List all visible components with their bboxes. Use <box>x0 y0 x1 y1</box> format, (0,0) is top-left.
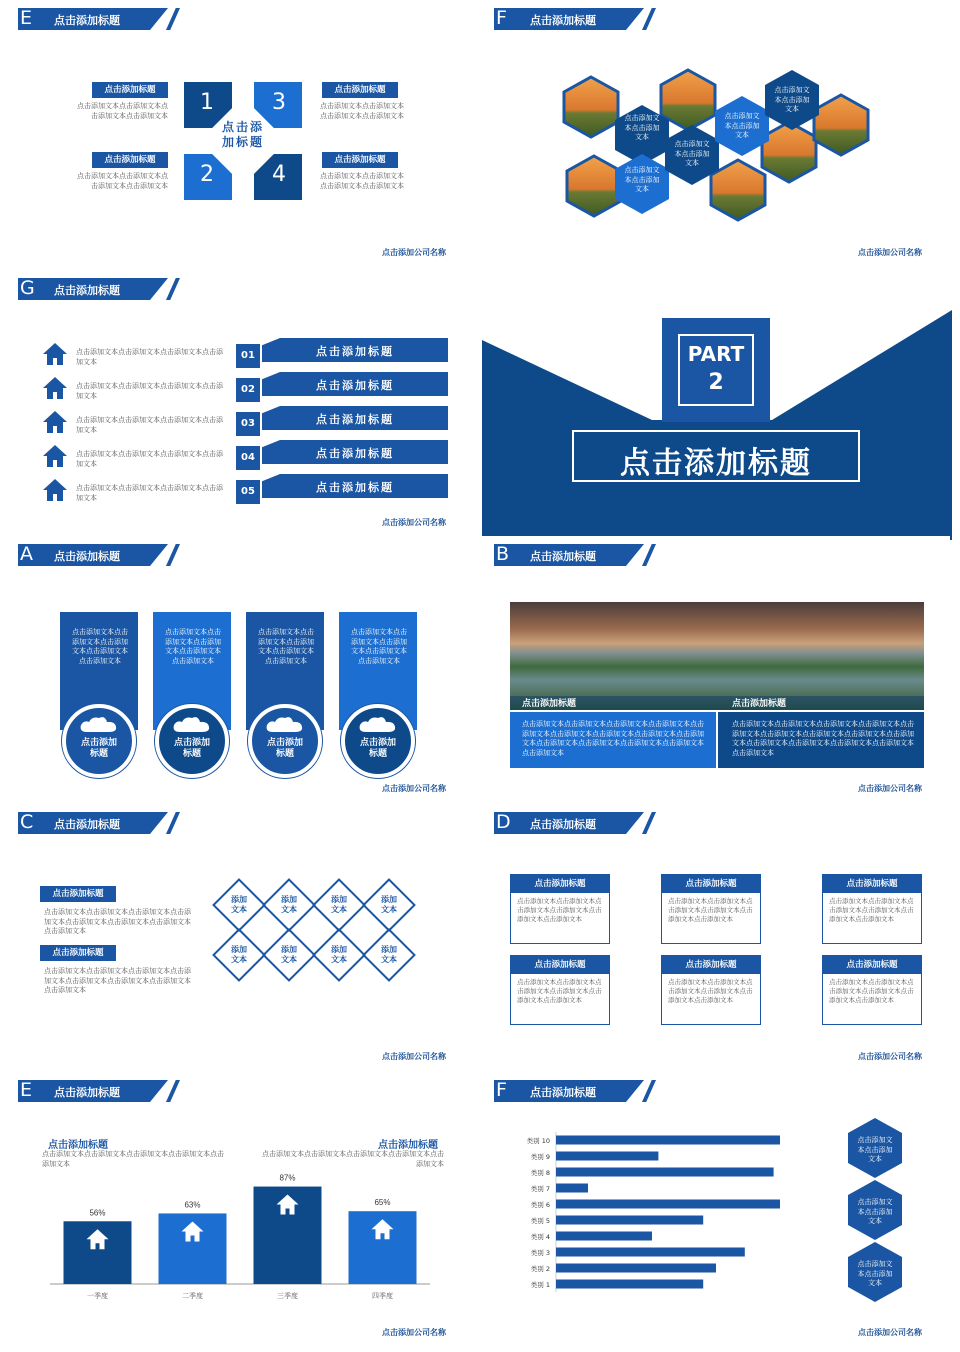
company-name: 点击添加公司名称 <box>382 1052 446 1061</box>
bar <box>556 1136 780 1145</box>
home-icon <box>42 478 68 502</box>
card-title: 点击添加标题 <box>511 956 609 974</box>
section-letter: A <box>20 543 33 565</box>
company-name: 点击添加公司名称 <box>858 784 922 793</box>
company-name: 点击添加公司名称 <box>382 248 446 257</box>
slide-title: 点击添加标题 <box>54 818 120 831</box>
diamond-text: 添加文本 <box>281 945 297 964</box>
item-text: 点击添加文本点击添加文本点击添加文本点击添加文本 <box>77 102 168 120</box>
bar <box>556 1280 703 1289</box>
category-label: 一季度 <box>87 1292 108 1300</box>
left-title: 点击添加标题 <box>48 1140 108 1151</box>
slide-title: 点击添加标题 <box>54 1086 120 1099</box>
slide-header <box>494 1080 654 1102</box>
category-label: 类别 9 <box>530 1153 550 1161</box>
cloud-icon <box>265 716 305 736</box>
col-text: 点击添加文本点击添加文本点击添加文本点击添加文本点击添加文本 <box>165 628 221 665</box>
diamond-grid <box>210 878 440 994</box>
col-circle-label: 点击添加标题 <box>266 738 303 759</box>
side-hex-text: 点击添加文本点击添加文本 <box>857 1260 893 1287</box>
list-row <box>40 440 450 470</box>
card-text: 点击添加文本点击添加文本点击添加文本点击添加文本点击添加文本点击添加文本 <box>668 897 753 923</box>
item-label: 点击添加标题 <box>40 945 116 961</box>
column-card <box>60 612 138 770</box>
slide-e-barchart <box>0 1072 474 1344</box>
hex-text: 点击添加文本点击添加文本 <box>624 166 660 193</box>
bar <box>556 1264 716 1273</box>
list-row <box>40 474 450 504</box>
data-label: 87% <box>279 1173 296 1183</box>
row-title: 点击添加标题 <box>316 345 394 358</box>
item-text: 点击添加文本点击添加文本点击添加文本点击添加文本 <box>77 172 168 190</box>
card-text: 点击添加文本点击添加文本点击添加文本点击添加文本点击添加文本点击添加文本 <box>517 897 602 923</box>
slide-header <box>18 544 178 566</box>
slide-title: 点击添加标题 <box>530 1086 596 1099</box>
company-name: 点击添加公司名称 <box>382 784 446 793</box>
card-title: 点击添加标题 <box>823 875 921 893</box>
diamond-text: 添加文本 <box>381 945 397 964</box>
row-text: 点击添加文本点击添加文本点击添加文本点击添加文本 <box>76 416 223 434</box>
home-icon <box>42 342 68 366</box>
card <box>661 955 761 1025</box>
row-title: 点击添加标题 <box>316 413 394 426</box>
cloud-icon <box>79 716 119 736</box>
row-text: 点击添加文本点击添加文本点击添加文本点击添加文本 <box>76 450 223 468</box>
category-label: 类别 10 <box>526 1137 550 1145</box>
grid-num: 3 <box>272 90 286 115</box>
item-label: 点击添加标题 <box>92 82 168 98</box>
data-label: 63% <box>184 1200 201 1210</box>
row-text: 点击添加文本点击添加文本点击添加文本点击添加文本 <box>76 484 223 502</box>
company-name: 点击添加公司名称 <box>858 1328 922 1337</box>
landscape-photo <box>510 602 924 710</box>
cloud-icon <box>172 716 212 736</box>
col-circle-label: 点击添加标题 <box>359 738 396 759</box>
category-label: 类别 3 <box>530 1249 550 1257</box>
column-card <box>339 612 417 770</box>
category-label: 类别 4 <box>530 1233 550 1241</box>
panel-text: 点击添加文本点击添加文本点击添加文本点击添加文本点击添加文本点击添加文本点击添加文本点击添加文本点击添加文本点击添加文本点击添加文本点击添加文本点击添加文本点击添加文本 <box>732 720 914 757</box>
row-num: 05 <box>241 486 255 497</box>
part-label: PART <box>687 342 745 366</box>
col-text: 点击添加文本点击添加文本点击添加文本点击添加文本点击添加文本 <box>351 628 407 665</box>
bar <box>556 1184 588 1193</box>
photo-hex <box>814 95 868 155</box>
col-circle-label: 点击添加标题 <box>80 738 117 759</box>
card <box>822 955 922 1025</box>
slide-title: 点击添加标题 <box>530 14 596 27</box>
bar <box>556 1152 658 1161</box>
company-name: 点击添加公司名称 <box>382 1328 446 1337</box>
slide-title: 点击添加标题 <box>530 550 596 563</box>
row-text: 点击添加文本点击添加文本点击添加文本点击添加文本 <box>76 348 223 366</box>
bar <box>556 1200 780 1209</box>
slide-f-hbarchart <box>476 1072 950 1344</box>
bar <box>556 1248 745 1257</box>
category-label: 三季度 <box>277 1292 298 1300</box>
item-label: 点击添加标题 <box>322 152 398 168</box>
row-title: 点击添加标题 <box>316 379 394 392</box>
card-title: 点击添加标题 <box>662 875 760 893</box>
panel-text: 点击添加文本点击添加文本点击添加文本点击添加文本点击添加文本点击添加文本点击添加文本点击添加文本点击添加文本点击添加文本点击添加文本点击添加文本点击添加文本点击添加文本 <box>522 720 704 757</box>
photo-caption: 点击添加标题 <box>732 699 787 709</box>
diamond-text: 添加文本 <box>331 895 347 914</box>
company-name: 点击添加公司名称 <box>382 518 446 527</box>
diamond-text: 添加文本 <box>281 895 297 914</box>
col-circle-label: 点击添加标题 <box>173 738 210 759</box>
left-text: 点击添加文本点击添加文本点击添加文本点击添加文本点击添加文本 <box>42 1150 224 1168</box>
card-text: 点击添加文本点击添加文本点击添加文本点击添加文本点击添加文本点击添加文本 <box>829 897 914 923</box>
category-label: 类别 5 <box>530 1217 550 1225</box>
row-num: 01 <box>241 350 255 361</box>
item-label: 点击添加标题 <box>40 886 116 902</box>
item-text: 点击添加文本点击添加文本点击添加文本点击添加文本 <box>320 102 404 120</box>
slide-header <box>494 8 654 30</box>
slide-a-columns <box>0 536 474 800</box>
category-label: 类别 8 <box>530 1169 550 1177</box>
item-label: 点击添加标题 <box>92 152 168 168</box>
diamond-text: 添加文本 <box>231 895 247 914</box>
home-icon <box>42 444 68 468</box>
list-row <box>40 372 450 402</box>
hex-text: 点击添加文本点击添加文本 <box>724 112 760 139</box>
category-label: 类别 6 <box>530 1201 550 1209</box>
part-number: 2 <box>708 370 724 395</box>
slide-f-hexagons <box>476 0 950 264</box>
card-text: 点击添加文本点击添加文本点击添加文本点击添加文本点击添加文本点击添加文本 <box>517 978 602 1004</box>
right-text: 点击添加文本点击添加文本点击添加文本点击添加文本点击添加文本 <box>262 1150 444 1168</box>
card-text: 点击添加文本点击添加文本点击添加文本点击添加文本点击添加文本点击添加文本 <box>668 978 753 1004</box>
slide-d-cards <box>476 804 950 1068</box>
slide-title: 点击添加标题 <box>54 550 120 563</box>
card <box>510 874 610 944</box>
section-letter: C <box>20 811 34 833</box>
section-letter: E <box>20 1079 33 1101</box>
slide-e-grid <box>0 0 474 264</box>
section-letter: B <box>496 543 510 565</box>
category-hbar-chart <box>506 1130 816 1298</box>
section-letter: D <box>496 811 511 833</box>
col-text: 点击添加文本点击添加文本点击添加文本点击添加文本点击添加文本 <box>258 628 314 665</box>
bar <box>556 1216 703 1225</box>
slide-c-diamonds <box>0 804 474 1068</box>
item-text: 点击添加文本点击添加文本点击添加文本点击添加文本点击添加文本点击添加文本点击添加文本点击添加文本 <box>44 967 191 994</box>
slide-part-2 <box>482 270 952 540</box>
slide-title: 点击添加标题 <box>54 14 120 27</box>
card-title: 点击添加标题 <box>511 875 609 893</box>
item-label: 点击添加标题 <box>322 82 398 98</box>
row-num: 02 <box>241 384 255 395</box>
photo-hex <box>762 122 816 182</box>
data-label: 56% <box>89 1208 106 1218</box>
hex-text: 点击添加文本点击添加文本 <box>624 114 660 141</box>
photo-hex <box>564 77 618 137</box>
card <box>822 874 922 944</box>
diamond-text: 添加文本 <box>381 895 397 914</box>
row-num: 04 <box>241 452 255 463</box>
column-card <box>246 612 324 770</box>
diamond-text: 添加文本 <box>231 945 247 964</box>
photo-hex <box>711 160 765 220</box>
center-title: 点击添加标题 <box>221 120 264 149</box>
card-title: 点击添加标题 <box>823 956 921 974</box>
side-hex-text: 点击添加文本点击添加文本 <box>857 1136 893 1163</box>
bar <box>556 1232 652 1241</box>
card <box>661 874 761 944</box>
column-card <box>153 612 231 770</box>
slide-g-list <box>0 270 474 534</box>
category-label: 四季度 <box>372 1292 393 1300</box>
grid-num: 1 <box>200 90 214 115</box>
section-letter: F <box>496 1079 507 1101</box>
slide-header <box>18 8 178 30</box>
category-label: 类别 7 <box>530 1185 550 1193</box>
slide-header <box>494 544 654 566</box>
side-hex-text: 点击添加文本点击添加文本 <box>857 1198 893 1225</box>
part-title: 点击添加标题 <box>620 446 812 481</box>
item-text: 点击添加文本点击添加文本点击添加文本点击添加文本 <box>320 172 404 190</box>
slide-header <box>18 812 178 834</box>
hex-text: 点击添加文本点击添加文本 <box>774 86 810 113</box>
category-label: 类别 2 <box>530 1265 550 1273</box>
home-icon <box>42 410 68 434</box>
section-letter: G <box>20 277 35 299</box>
card <box>510 955 610 1025</box>
photo-hex <box>567 156 621 216</box>
slide-title: 点击添加标题 <box>54 284 120 297</box>
card-title: 点击添加标题 <box>662 956 760 974</box>
hexagon-cluster <box>476 40 950 260</box>
row-num: 03 <box>241 418 255 429</box>
quarterly-bar-chart <box>40 1172 440 1322</box>
photo-hex <box>661 70 715 130</box>
col-text: 点击添加文本点击添加文本点击添加文本点击添加文本点击添加文本 <box>72 628 128 665</box>
slide-header <box>18 278 178 300</box>
hex-text: 点击添加文本点击添加文本 <box>674 140 710 167</box>
list-row <box>40 406 450 436</box>
slide-title: 点击添加标题 <box>530 818 596 831</box>
item-text: 点击添加文本点击添加文本点击添加文本点击添加文本点击添加文本点击添加文本点击添加文本点击添加文本 <box>44 908 191 935</box>
home-icon <box>42 376 68 400</box>
row-title: 点击添加标题 <box>316 447 394 460</box>
bar <box>556 1168 774 1177</box>
data-label: 65% <box>374 1198 391 1208</box>
grid-num: 2 <box>200 162 214 187</box>
row-title: 点击添加标题 <box>316 481 394 494</box>
list-row <box>40 338 450 368</box>
numbered-grid <box>184 82 332 200</box>
category-label: 类别 1 <box>530 1281 550 1289</box>
diamond-text: 添加文本 <box>331 945 347 964</box>
slide-b-landscape <box>476 536 950 800</box>
right-title: 点击添加标题 <box>378 1140 438 1151</box>
section-letter: E <box>20 7 33 29</box>
slide-header <box>494 812 654 834</box>
company-name: 点击添加公司名称 <box>858 1052 922 1061</box>
slide-header <box>18 1080 178 1102</box>
card-text: 点击添加文本点击添加文本点击添加文本点击添加文本点击添加文本点击添加文本 <box>829 978 914 1004</box>
cloud-icon <box>358 716 398 736</box>
row-text: 点击添加文本点击添加文本点击添加文本点击添加文本 <box>76 382 223 400</box>
company-name: 点击添加公司名称 <box>858 248 922 257</box>
photo-caption: 点击添加标题 <box>522 699 577 709</box>
section-letter: F <box>496 7 507 29</box>
grid-num: 4 <box>272 162 286 187</box>
category-label: 二季度 <box>182 1292 203 1300</box>
